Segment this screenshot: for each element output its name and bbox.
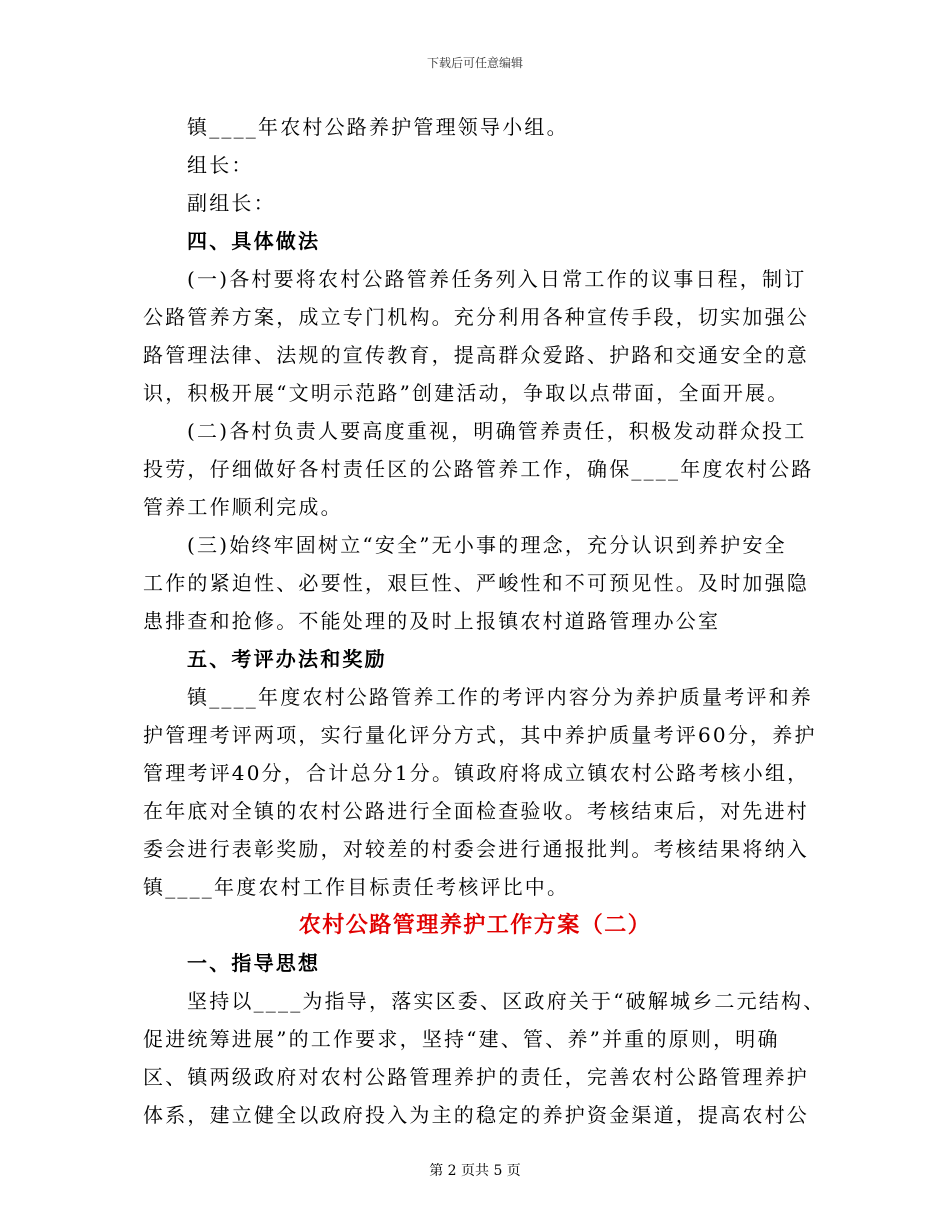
text-line: 副组长：	[187, 191, 276, 215]
text-line: 护管理考评两项，实行量化评分方式，其中养护质量考评60分，养护	[143, 723, 817, 747]
section-heading: 四、具体做法	[187, 229, 321, 253]
text-line: 管养工作顺利完成。	[143, 495, 343, 519]
section-heading: 一、指导思想	[187, 951, 321, 975]
text-line: (二)各村负责人要高度重视，明确管养责任，积极发动群众投工	[187, 419, 807, 443]
text-line: 路管理法律、法规的宣传教育，提高群众爱路、护路和交通安全的意	[143, 343, 809, 367]
text-line: 在年底对全镇的农村公路进行全面检查验收。考核结束后，对先进村	[143, 799, 809, 823]
text-line: 镇____年度农村公路管养工作的考评内容分为养护质量考评和养	[187, 685, 813, 709]
text-line: 患排查和抢修。不能处理的及时上报镇农村道路管理办公室	[143, 609, 721, 633]
text-line: 投劳，仔细做好各村责任区的公路管养工作，确保____年度农村公路	[143, 457, 814, 481]
document-body	[143, 108, 826, 1134]
text-line: (一)各村要将农村公路管养任务列入日常工作的议事日程，制订	[187, 267, 807, 291]
page-header: 下载后可任意编辑	[426, 56, 523, 70]
text-line: 识，积极开展“文明示范路”创建活动，争取以点带面，全面开展。	[143, 381, 790, 405]
document-title: 农村公路管理养护工作方案（二）	[298, 912, 652, 938]
text-line: 体系，建立健全以政府投入为主的稳定的养护资金渠道，提高农村公	[143, 1103, 809, 1127]
text-line: 公路管养方案，成立专门机构。充分利用各种宣传手段，切实加强公	[143, 305, 809, 329]
section-heading: 五、考评办法和奖励	[187, 647, 387, 671]
text-line: 组长：	[187, 153, 254, 177]
text-line: 促进统筹进展”的工作要求，坚持“建、管、养”并重的原则，明确	[143, 1027, 780, 1051]
text-line: 工作的紧迫性、必要性，艰巨性、严峻性和不可预见性。及时加强隐	[143, 571, 809, 595]
text-line: 坚持以____为指导，落实区委、区政府关于“破解城乡二元结构、	[187, 989, 826, 1013]
page-footer: 第 2 页共 5 页	[429, 1163, 521, 1179]
text-line: (三)始终牢固树立“安全”无小事的理念，充分认识到养护安全	[187, 533, 787, 557]
text-line: 委会进行表彰奖励，对较差的村委会进行通报批判。考核结果将纳入	[143, 837, 809, 861]
text-line: 镇____年度农村工作目标责任考核评比中。	[143, 875, 570, 899]
text-line: 镇____年农村公路养护管理领导小组。	[187, 115, 569, 139]
text-line: 区、镇两级政府对农村公路管理养护的责任，完善农村公路管理养护	[143, 1065, 809, 1089]
text-line: 管理考评40分，合计总分1分。镇政府将成立镇农村公路考核小组，	[143, 761, 810, 785]
